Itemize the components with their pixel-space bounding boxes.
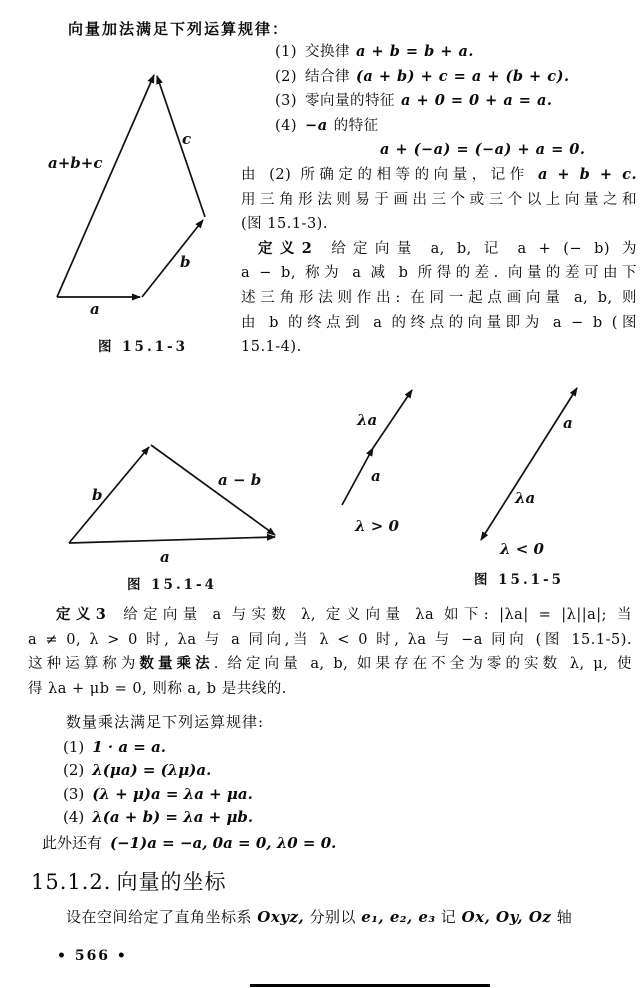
definition-3-paragraph — [28, 603, 632, 701]
figure-caption: 图 15.1-5 — [473, 572, 565, 588]
vector-c-line — [157, 76, 205, 217]
figure-15-1-3 — [30, 62, 230, 357]
scalar-rules-list — [63, 736, 253, 830]
paragraph-line: 用三角形法则易于画出三个或三个以上向量之和 — [241, 191, 637, 208]
page-number: • 566 • — [57, 948, 128, 964]
definition-3-title: 定义3 — [56, 606, 107, 623]
section-title: 向量的坐标 — [116, 870, 227, 894]
label-condition-right: λ < 0 — [500, 540, 544, 558]
label-a: a — [160, 548, 170, 566]
rule-number: (3) — [275, 93, 298, 110]
addition-rule-2 — [241, 65, 637, 90]
vector-a-line — [69, 537, 275, 543]
vector-sum-line — [57, 75, 154, 297]
term-scalar-multiplication: 数量乘法 — [139, 655, 214, 673]
paragraph-line: (图 15.1-3). — [241, 216, 328, 233]
scalar-rules-intro: 数量乘法满足下列运算规律: — [66, 713, 265, 731]
definition-2-line: 15.1-4). — [241, 339, 302, 356]
addition-rule-4 — [241, 114, 637, 139]
label-b: b — [92, 486, 103, 504]
rule-formula: −a — [305, 116, 328, 134]
figure-caption: 图 15.1-3 — [97, 339, 189, 355]
scalar-rule-3: (3) (λ + μ)a = λa + μa. — [63, 784, 253, 803]
definition-3-line: 定义3 给定向量 a 与实数 λ, 定义向量 λa 如下: |λa| = |λ||a|; 当 — [56, 606, 632, 623]
rule-name: 的特征 — [333, 117, 379, 134]
additional-identities-line: 此外还有 (−1)a = −a, 0a = 0, λ0 = 0. — [42, 834, 337, 852]
section-heading — [31, 866, 226, 896]
label-b: b — [180, 253, 191, 271]
rule-name: 结合律 — [305, 68, 351, 85]
label-lambda-a-left: λa — [357, 411, 378, 429]
section-number: 15.1.2. — [31, 870, 112, 894]
label-sum: a+b+c — [48, 154, 103, 172]
definition-2-line: 由 b 的终点到 a 的终点的向量即为 a − b (图 — [241, 314, 637, 331]
figure-caption: 图 15.1-4 — [126, 577, 218, 593]
scalar-rule-4: (4) λ(a + b) = λa + μb. — [63, 808, 254, 827]
rule-name: 零向量的特征 — [305, 93, 396, 110]
definition-2-line: 定义2 给定向量 a, b, 记 a + (− b) 为 — [258, 239, 637, 257]
coordinates-intro-line: 设在空间给定了直角坐标系 Oxyz, 分别以 e₁, e₂, e₃ 记 Ox, Oy, Oz 轴 — [66, 908, 573, 926]
rule-number: (4) — [275, 117, 298, 134]
vector-a-minus-b-line — [151, 445, 275, 535]
lambda-positive-a-segment — [342, 448, 373, 505]
scalar-rule-1: (1) 1 · a = a. — [63, 738, 167, 756]
right-column — [241, 40, 637, 360]
definition-2-line: a − b, 称为 a 减 b 所得的差. 向量的差可由下 — [241, 265, 637, 282]
rule-name: 交换律 — [305, 44, 351, 60]
label-a-left: a — [371, 467, 381, 485]
vector-b-line — [142, 220, 203, 297]
label-a: a — [90, 300, 100, 318]
label-condition-left: λ > 0 — [355, 517, 399, 535]
paragraph-line: 由 (2) 所确定的相等的向量，记作 a + b + c. — [241, 165, 637, 183]
vector-b-line — [69, 447, 149, 543]
definition-2-title: 定义2 — [258, 239, 313, 257]
negative-vector-equation: a + (−a) = (−a) + a = 0. — [380, 141, 586, 159]
addition-rule-1 — [241, 40, 637, 65]
lambda-positive-lambda-a-segment — [373, 390, 412, 448]
figure-15-1-5 — [335, 378, 635, 593]
rule-number: (2) — [275, 68, 298, 85]
definition-3-line: a ≠ 0, λ > 0 时, λa 与 a 同向,当 λ < 0 时, λa 与 −a 同向 (图 15.1-5). — [28, 631, 632, 648]
label-a-minus-b: a − b — [218, 471, 262, 489]
definition-2-line: 述三角形法则作出: 在同一起点画向量 a, b, 则 — [241, 289, 637, 306]
rule-formula: a + 0 = 0 + a = a. — [401, 92, 553, 110]
rule-number: (1) — [275, 44, 298, 60]
rule-formula: (a + b) + c = a + (b + c). — [356, 67, 570, 85]
scan-artifact-line — [250, 984, 490, 987]
label-lambda-a-right: λa — [515, 489, 536, 507]
definition-3-line: 这种运算称为数量乘法. 给定向量 a, b, 如果存在不全为零的实数 λ, μ, 使 — [28, 655, 633, 673]
addition-rule-3 — [241, 89, 637, 114]
figure-15-1-4 — [40, 430, 290, 605]
rule-formula: a + b = b + a. — [356, 43, 474, 60]
scalar-rule-2: (2) λ(μa) = (λμ)a. — [63, 761, 212, 780]
intro-line: 向量加法满足下列运算规律： — [68, 20, 290, 38]
definition-3-line: 得 λa + μb = 0, 则称 a, b 是共线的. — [28, 680, 287, 697]
label-a-right: a — [563, 414, 573, 432]
label-c: c — [182, 130, 192, 148]
